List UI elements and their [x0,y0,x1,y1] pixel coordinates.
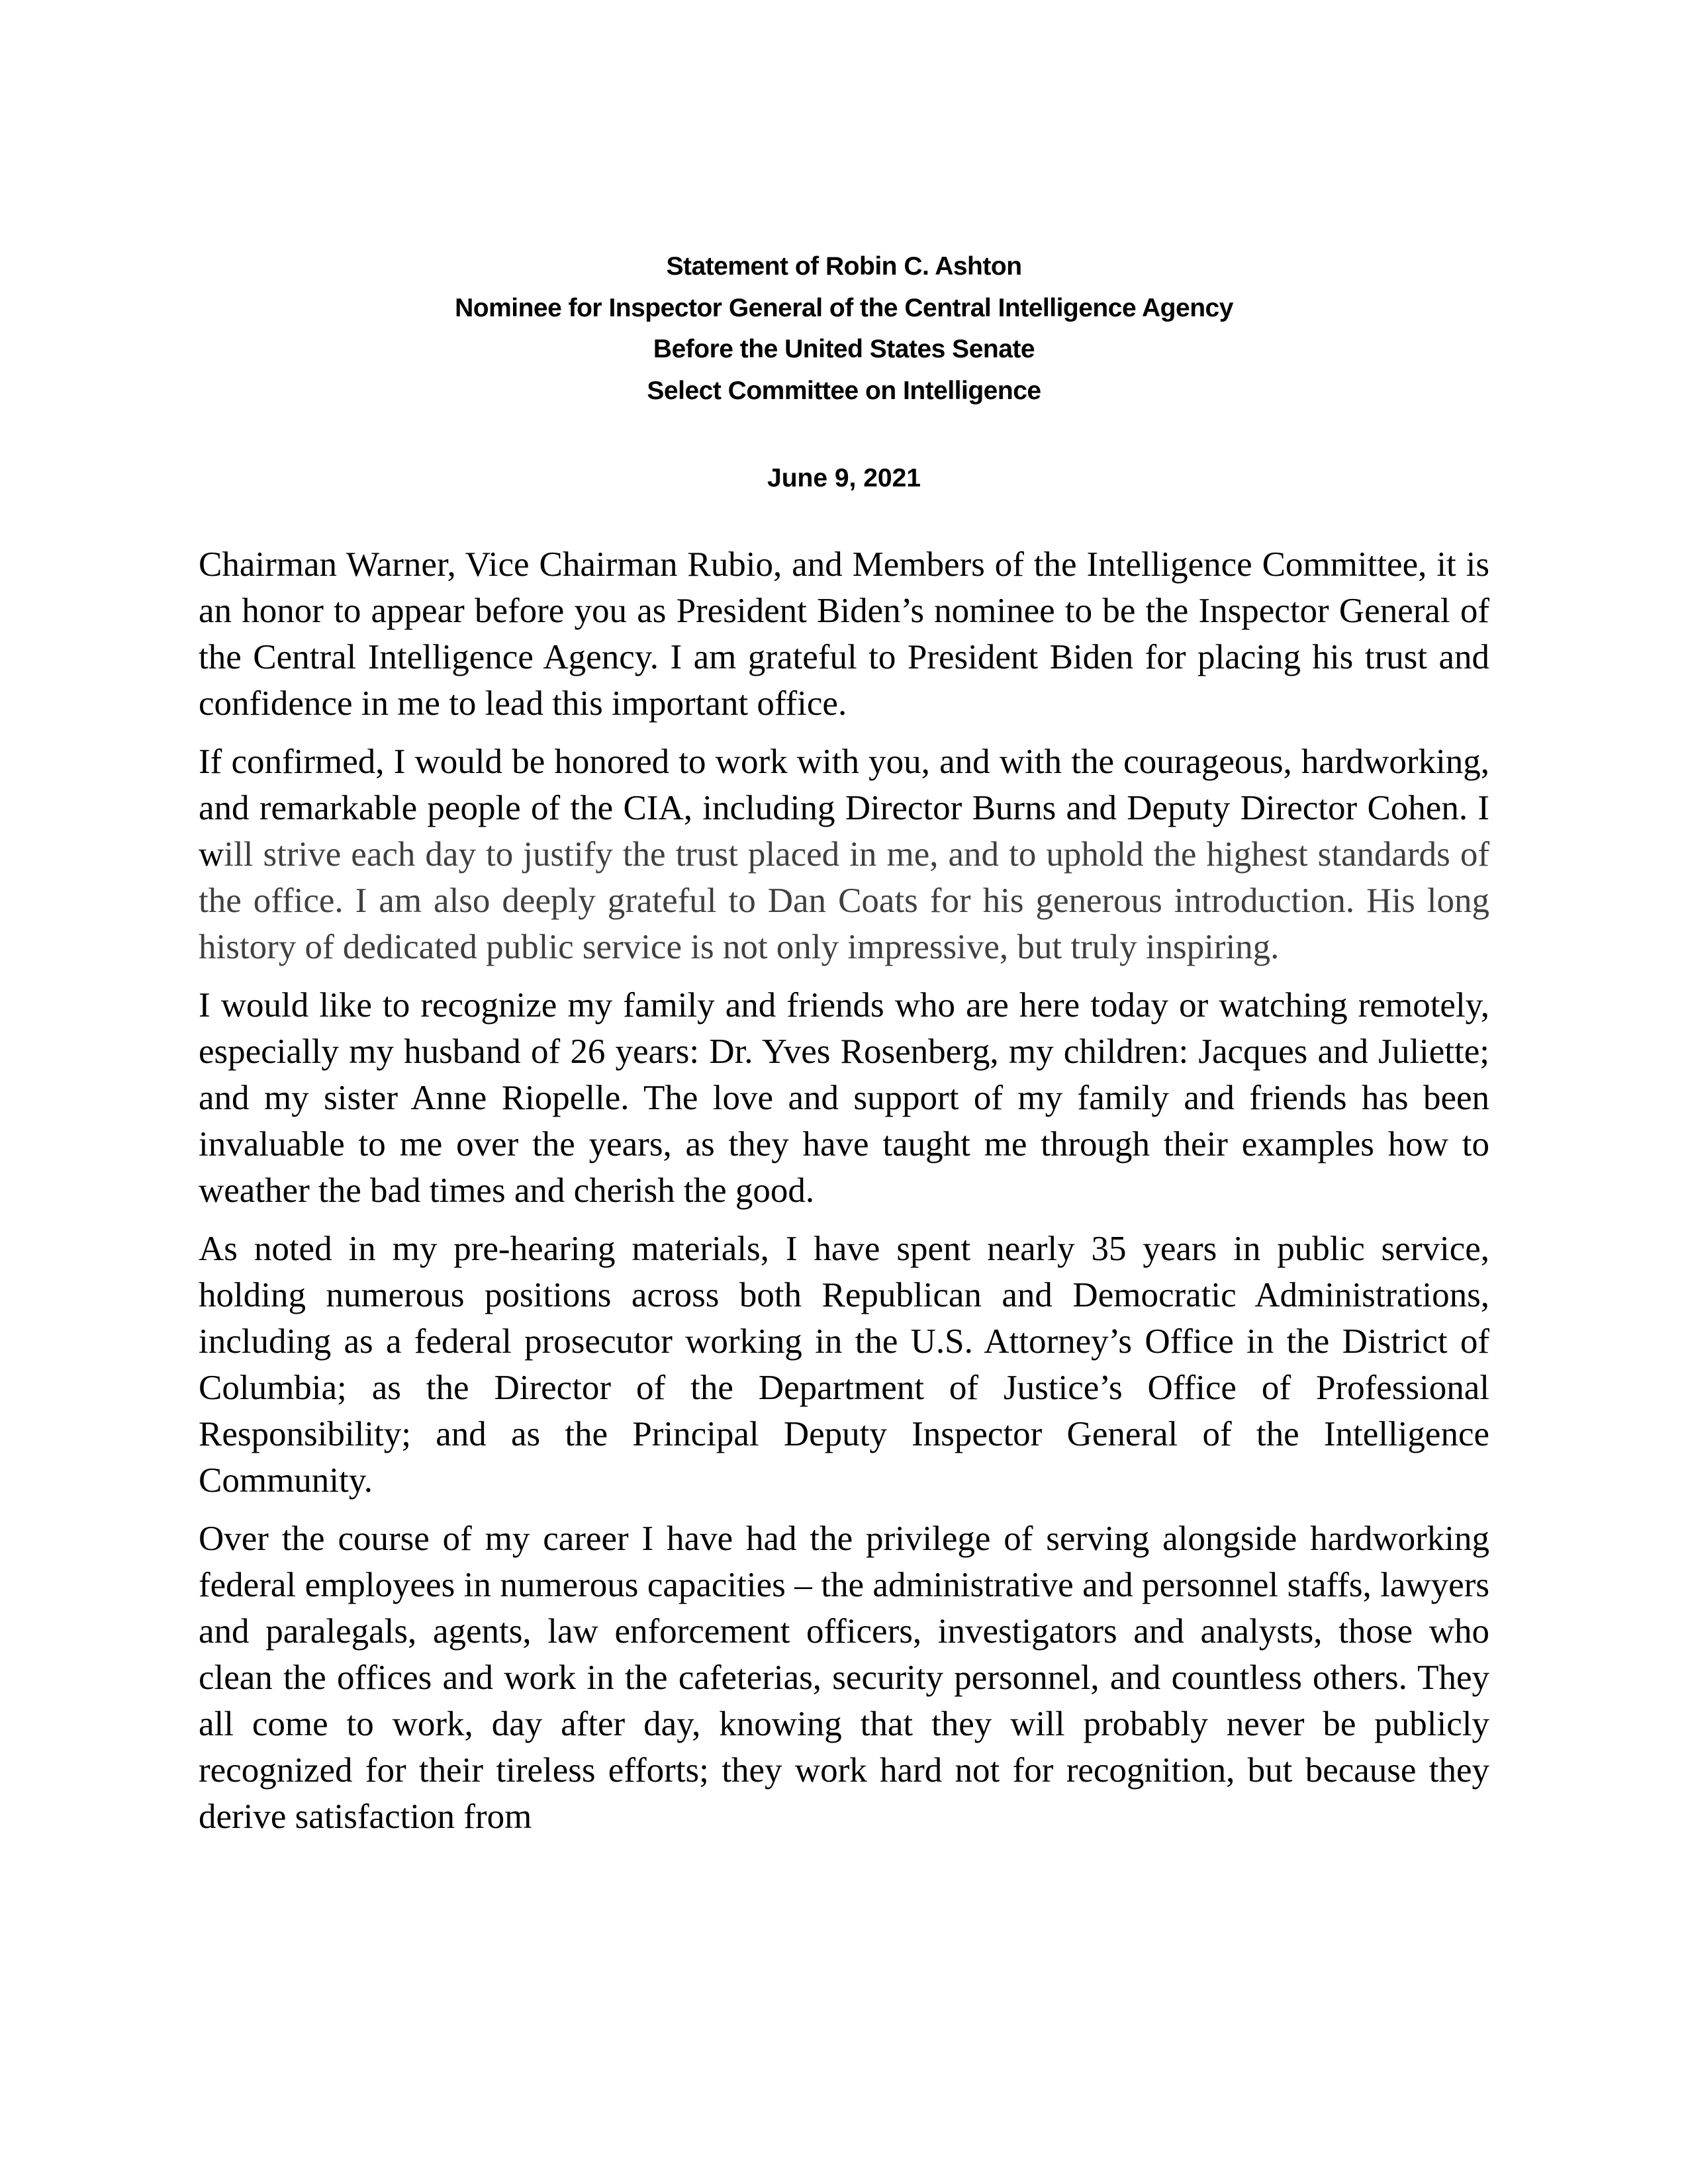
statement-heading [0,246,1688,412]
statement-date: June 9, 2021 [767,464,921,492]
paragraph-black-text: If confirmed, I would be honored to work with you, and with the courageous, hardworking, and remarkable people of the CIA, including Director Burns and Deputy Director Cohen. I w [199,743,1489,874]
paragraph-career-summary: As noted in my pre-hearing materials, I have spent nearly 35 years in public service, holding numerous positions across both Republican and Democratic Administrations, including as a federal prosecutor working in the U.S. Attorney’s Office in the District of Columbia; as the Director of the Department of Justice’s Office of Professional Responsibility; and as the Principal Deputy Inspector General of the Intelligence Community. [199,1230,1489,1500]
paragraph-if-confirmed [199,739,1489,970]
heading-committee-line: Select Committee on Intelligence [647,376,1041,405]
paragraph-federal-employees: Over the course of my career I have had the privilege of serving alongside hardworking federal employees in numerous capacities – the administrative and personnel staffs, lawyers and paralegals, agents, law enforcement officers, investigators and analysts, those who clean the offices and work in the cafeterias, security personnel, and countless others. They all come to work, day after day, knowing that they will probably never be publicly recognized for their tireless efforts; they work hard not for recognition, but because they derive satisfaction from [199,1520,1489,1836]
heading-senate-line: Before the United States Senate [653,335,1035,363]
statement-body [199,541,1489,1852]
heading-nominee-line: Nominee for Inspector General of the Central Intelligence Agency [455,293,1233,322]
paragraph-grey-text: ill strive each day to justify the trust placed in me, and to uphold the highest standards of the office. I am also deeply grateful to Dan Coats for his generous introduction. His long history of dedicated public service is not only impressive, but truly inspiring. [199,835,1489,966]
paragraph-family: I would like to recognize my family and friends who are here today or watching remotely, especially my husband of 26 years: Dr. Yves Rosenberg, my children: Jacques and Juliette; and my sister Anne Riopelle. The love and support of my family and friends has been invaluable to me over the years, as they have taught me through their examples how to weather the bad times and cherish the good. [199,986,1489,1210]
paragraph-opening: Chairman Warner, Vice Chairman Rubio, and Members of the Intelligence Committee, it is an honor to appear before you as President Biden’s nominee to be the Inspector General of the Central Intelligence Agency. I am grateful to President Biden for placing his trust and confidence in me to lead this important office. [199,545,1489,723]
heading-title: Statement of Robin C. Ashton [666,252,1022,281]
